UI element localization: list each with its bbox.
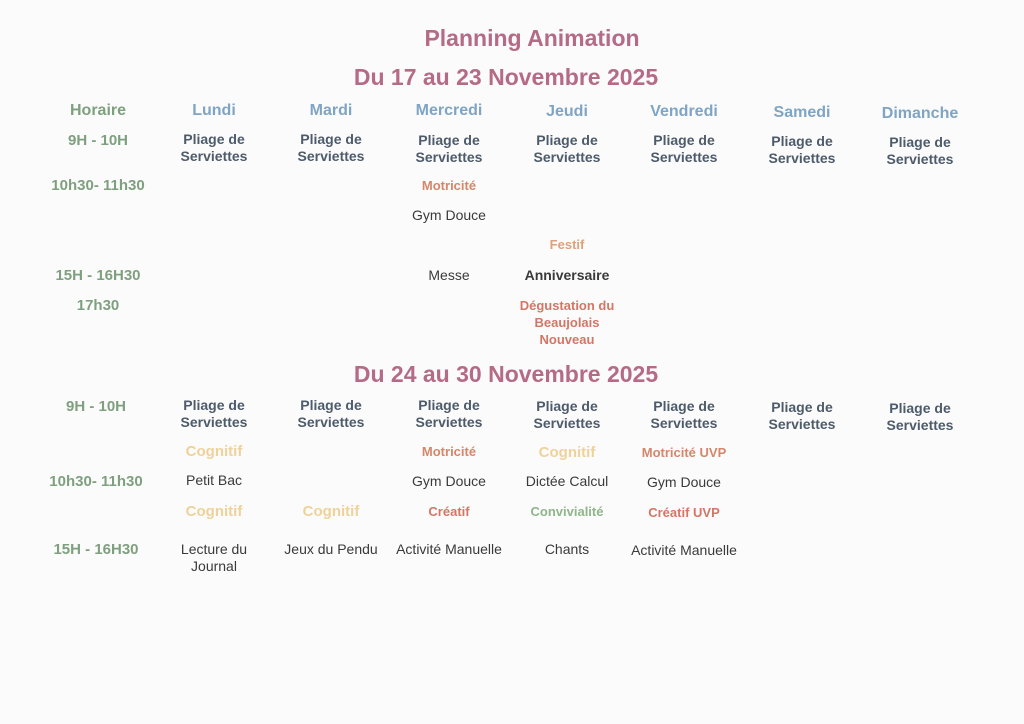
- week2-vendredi-activity-slot3: Activité Manuelle: [631, 542, 737, 558]
- header-samedi: Samedi: [773, 104, 831, 121]
- week2-jeudi-category-slot2: Cognitif: [538, 444, 596, 461]
- week2-time-slot1: 9H - 10H: [65, 398, 127, 415]
- week2-time-slot3: 15H - 16H30: [53, 541, 139, 558]
- week1-jeudi-activity-slot3: Anniversaire: [524, 267, 610, 283]
- week2-lundi-category-slot3: Cognitif: [185, 503, 243, 520]
- header-mardi: Mardi: [309, 102, 353, 119]
- week2-mercredi-category-slot3: Créatif: [428, 504, 470, 519]
- week1-lundi-slot1: Pliage de Serviettes: [180, 131, 248, 164]
- header-vendredi: Vendredi: [650, 103, 718, 120]
- week2-dimanche-slot1: Pliage de Serviettes: [886, 400, 954, 433]
- week1-mercredi-activity-slot3: Messe: [428, 267, 470, 283]
- week1-range: Du 17 au 23 Novembre 2025: [353, 64, 659, 90]
- week2-mardi-activity-slot3: Jeux du Pendu: [284, 541, 378, 557]
- week2-jeudi-category-slot3: Convivialité: [530, 504, 604, 519]
- week2-mardi-category-slot3: Cognitif: [302, 503, 360, 520]
- week1-jeudi-slot1: Pliage de Serviettes: [533, 132, 601, 165]
- week1-jeudi-activity-slot4: Dégustation du Beaujolais Nouveau: [519, 298, 615, 347]
- week2-lundi-activity-slot3: Lecture du Journal: [180, 541, 248, 574]
- header-mercredi: Mercredi: [415, 102, 483, 119]
- week2-range: Du 24 au 30 Novembre 2025: [353, 361, 659, 387]
- week1-mercredi-activity-slot2: Gym Douce: [412, 207, 486, 223]
- week1-mercredi-category-slot2: Motricité: [421, 178, 477, 193]
- week2-time-slot2: 10h30- 11h30: [49, 473, 143, 490]
- week2-jeudi-activity-slot2: Dictée Calcul: [525, 473, 609, 489]
- week2-vendredi-activity-slot2: Gym Douce: [647, 474, 721, 490]
- week2-mardi-slot1: Pliage de Serviettes: [297, 397, 365, 430]
- week2-vendredi-category-slot3: Créatif UVP: [648, 505, 720, 520]
- week1-jeudi-category-slot3: Festif: [549, 237, 585, 252]
- week2-samedi-slot1: Pliage de Serviettes: [768, 399, 836, 432]
- week1-dimanche-slot1: Pliage de Serviettes: [886, 134, 954, 167]
- week1-mercredi-slot1: Pliage de Serviettes: [415, 132, 483, 165]
- week2-mercredi-category-slot2: Motricité: [421, 444, 477, 459]
- page-title: Planning Animation: [424, 25, 640, 51]
- week2-mercredi-activity-slot2: Gym Douce: [412, 473, 486, 489]
- header-jeudi: Jeudi: [546, 103, 588, 120]
- header-horaire: Horaire: [69, 102, 127, 119]
- week1-time-slot2: 10h30- 11h30: [51, 177, 145, 194]
- week2-lundi-activity-slot2: Petit Bac: [185, 472, 243, 488]
- week2-jeudi-slot1: Pliage de Serviettes: [533, 398, 601, 431]
- header-dimanche: Dimanche: [881, 105, 959, 122]
- week1-time-slot3: 15H - 16H30: [55, 267, 141, 284]
- week1-samedi-slot1: Pliage de Serviettes: [768, 133, 836, 166]
- week2-mercredi-activity-slot3: Activité Manuelle: [396, 541, 502, 557]
- week2-vendredi-slot1: Pliage de Serviettes: [650, 398, 718, 431]
- week2-lundi-slot1: Pliage de Serviettes: [180, 397, 248, 430]
- week2-vendredi-category-slot2: Motricité UVP: [641, 445, 727, 460]
- week2-jeudi-activity-slot3: Chants: [544, 541, 590, 557]
- week2-lundi-category-slot2: Cognitif: [185, 443, 243, 460]
- week1-time-slot1: 9H - 10H: [67, 132, 129, 149]
- week1-time-slot4: 17h30: [76, 297, 120, 314]
- header-lundi: Lundi: [192, 102, 236, 119]
- week1-vendredi-slot1: Pliage de Serviettes: [650, 132, 718, 165]
- week2-mercredi-slot1: Pliage de Serviettes: [415, 397, 483, 430]
- week1-mardi-slot1: Pliage de Serviettes: [297, 131, 365, 164]
